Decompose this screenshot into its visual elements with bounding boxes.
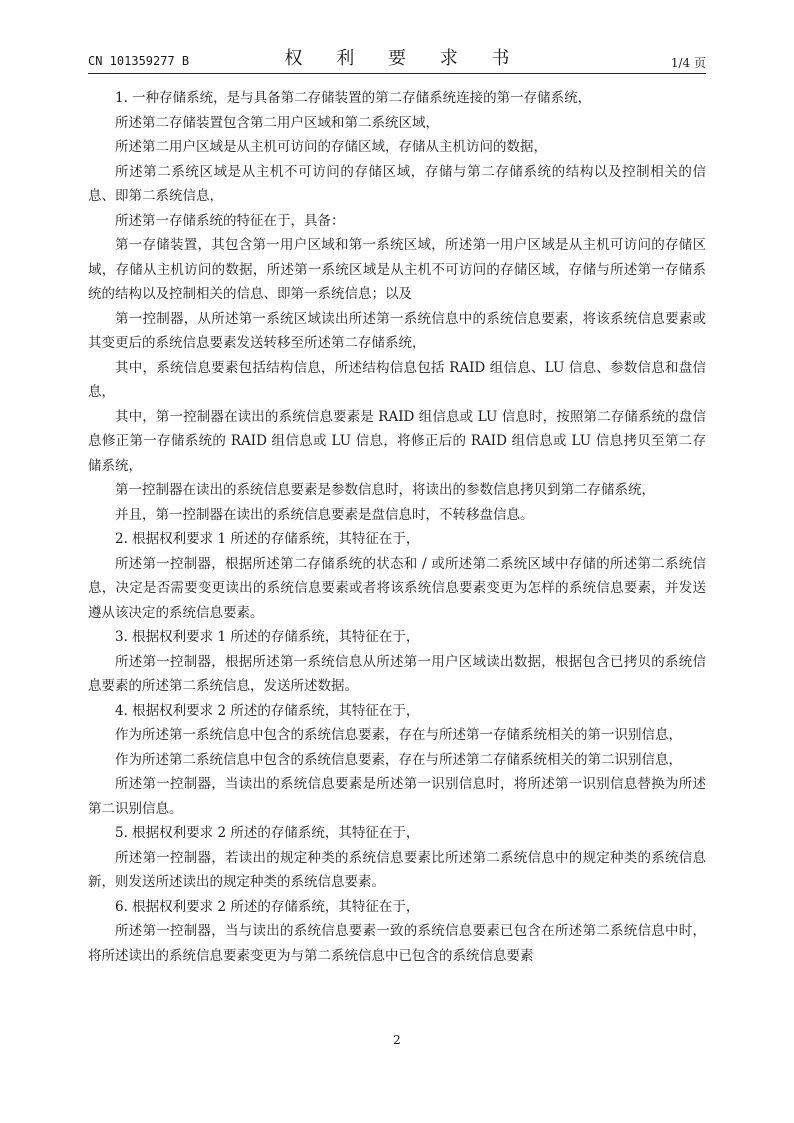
claim-paragraph: 4. 根据权利要求 2 所述的存储系统，其特征在于， xyxy=(115,702,420,719)
claim-paragraph: 第一控制器在读出的系统信息要素是参数信息时，将读出的参数信息拷贝到第二存储系统， xyxy=(115,482,655,498)
claim-paragraph: 所述第二系统区域是从主机不可访问的存储区域，存储与第二存储系统的结构以及控制相关的信息、即第二系统信息， xyxy=(88,163,706,204)
page-number: 2 xyxy=(393,1033,401,1047)
claim-paragraph: 并且，第一控制器在读出的系统信息要素是盘信息时，不转移盘信息。 xyxy=(115,506,534,523)
claim-paragraph: 所述第二存储装置包含第二用户区域和第二系统区域， xyxy=(115,114,439,131)
claim-paragraph: 5. 根据权利要求 2 所述的存储系统，其特征在于， xyxy=(115,825,420,841)
claim-paragraph: 2. 根据权利要求 1 所述的存储系统，其特征在于， xyxy=(115,531,420,547)
claim-paragraph: 作为所述第二系统信息中包含的系统信息要素，存在与所述第二存储系统相关的第二识别信息， xyxy=(115,751,682,768)
claims-body xyxy=(88,86,706,968)
document-title: 权 利 要 求 书 xyxy=(284,48,524,69)
claim-paragraph: 1. 一种存储系统，是与具备第二存储装置的第二存储系统连接的第一存储系统， xyxy=(115,90,592,106)
document-number: CN 101359277 B xyxy=(88,54,190,68)
page-header xyxy=(88,44,706,72)
page-indicator: 1/4 页 xyxy=(670,56,706,70)
claim-paragraph: 所述第一控制器，根据所述第二存储系统的状态和 / 或所述第二系统区域中存储的所述第二系统信息，决定是否需要变更读出的系统信息要素或者将该系统信息要素变更为怎样的系统信息要素，并发送遵从该决定的系统信息要素。 xyxy=(88,555,706,621)
claim-paragraph: 所述第一控制器，若读出的规定种类的系统信息要素比所述第二系统信息中的规定种类的系统信息新，则发送所述读出的规定种类的系统信息要素。 xyxy=(88,849,706,890)
claim-paragraph: 作为所述第一系统信息中包含的系统信息要素，存在与所述第一存储系统相关的第一识别信息， xyxy=(115,727,682,743)
claim-paragraph: 所述第一控制器，根据所述第一系统信息从所述第一用户区域读出数据，根据包含已拷贝的系统信息要素的所述第二系统信息，发送所述数据。 xyxy=(88,653,706,694)
header-divider xyxy=(88,73,706,74)
claim-paragraph: 所述第一控制器，当读出的系统信息要素是所述第一识别信息时，将所述第一识别信息替换为所述第二识别信息。 xyxy=(88,776,706,817)
claim-paragraph: 其中，系统信息要素包括结构信息，所述结构信息包括 RAID 组信息、LU 信息、参数信息和盘信息， xyxy=(88,359,706,400)
claim-paragraph: 第一存储装置，其包含第一用户区域和第一系统区域，所述第一用户区域是从主机可访问的存储区域，存储从主机访问的数据，所述第一系统区域是从主机不可访问的存储区域，存储与所述第一存储系统的结构以及控制相关的信息、即第一系统信息；以及 xyxy=(88,237,706,302)
claim-paragraph: 所述第一存储系统的特征在于，具备： xyxy=(115,212,345,229)
claim-paragraph: 所述第二用户区域是从主机可访问的存储区域，存储从主机访问的数据， xyxy=(115,139,547,155)
claim-paragraph: 6. 根据权利要求 2 所述的存储系统，其特征在于， xyxy=(115,898,420,915)
claim-paragraph: 第一控制器，从所述第一系统区域读出所述第一系统信息中的系统信息要素，将该系统信息要素或其变更后的系统信息要素发送转移至所述第二存储系统， xyxy=(88,310,706,351)
claim-paragraph: 其中，第一控制器在读出的系统信息要素是 RAID 组信息或 LU 信息时，按照第二存储系统的盘信息修正第一存储系统的 RAID 组信息或 LU 信息，将修正后的 RAID 组信息或 LU 信息拷贝至第二存储系统， xyxy=(88,408,706,474)
claim-paragraph: 所述第一控制器，当与读出的系统信息要素一致的系统信息要素已包含在所述第二系统信息中时，将所述读出的系统信息要素变更为与第二系统信息中已包含的系统信息要素 xyxy=(88,923,706,964)
claim-paragraph: 3. 根据权利要求 1 所述的存储系统，其特征在于， xyxy=(115,629,420,645)
